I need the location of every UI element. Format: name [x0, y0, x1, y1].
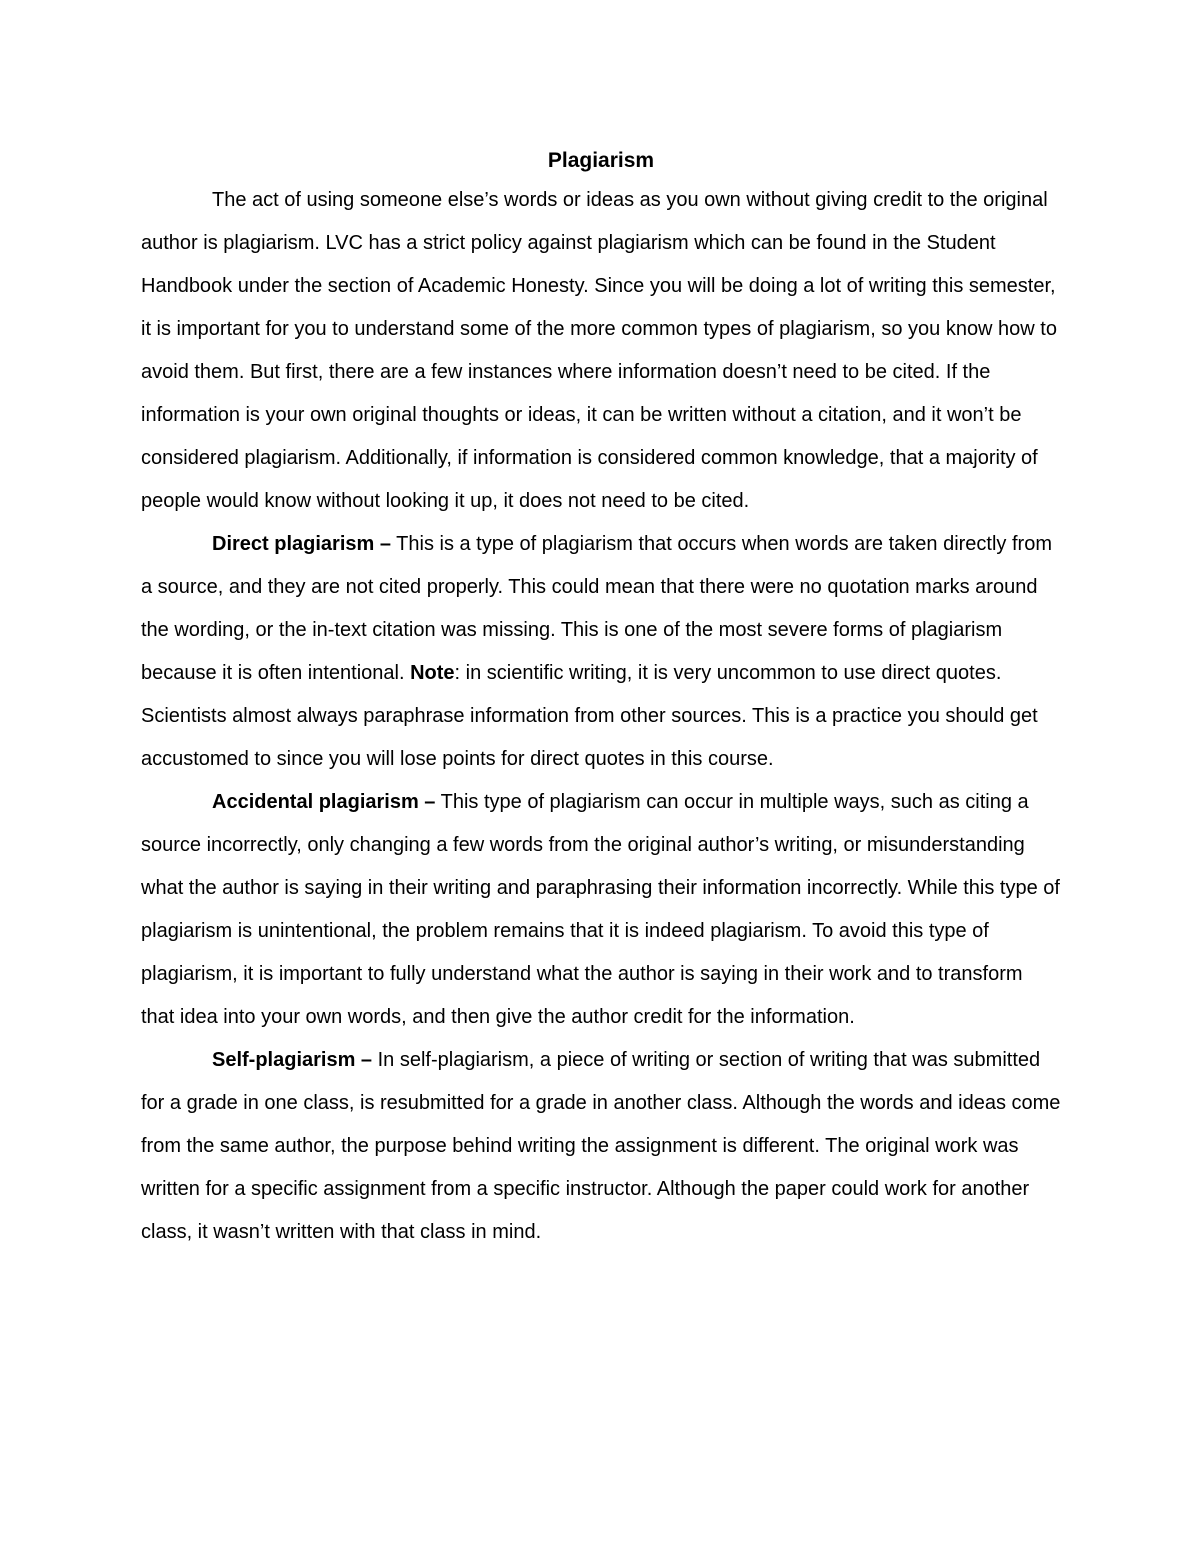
- document-body: [141, 143, 1061, 1254]
- direct-plagiarism-text: This is a type of plagiarism that occurs when words are taken directly from a source, and they are not cited properly. This could mean that there were no quotation marks around the wording, or the in-text citation was missing. This is one of the most severe forms of plagiarism because it is often intentional.: [141, 533, 1052, 684]
- direct-plagiarism-term: Direct plagiarism –: [212, 533, 391, 555]
- intro-paragraph: The act of using someone else’s words or ideas as you own without giving credit to the original author is plagiarism. LVC has a strict policy against plagiarism which can be found in the Student Handbook under the section of Academic Honesty. Since you will be doing a lot of writing this semester, it is important for you to understand some of the more common types of plagiarism, so you know how to avoid them. But first, there are a few instances where information doesn’t need to be cited. If the information is your own original thoughts or ideas, it can be written without a citation, and it won’t be considered plagiarism. Additionally, if information is considered common knowledge, that a majority of people would know without looking it up, it does not need to be cited.: [141, 189, 1057, 512]
- page-title: Plagiarism: [547, 149, 655, 172]
- self-plagiarism-term: Self-plagiarism –: [212, 1049, 373, 1071]
- direct-plagiarism-paragraph: [141, 523, 1061, 781]
- self-plagiarism-text: In self-plagiarism, a piece of writing or section of writing that was submitted for a grade in one class, is resubmitted for a grade in another class. Although the words and ideas come from the same author, the purpose behind writing the assignment is different. The original work was written for a specific assignment from a specific instructor. Although the paper could work for another class, it wasn’t written with that class in mind.: [141, 1049, 1061, 1243]
- accidental-plagiarism-paragraph: [141, 781, 1061, 1039]
- note-label: Note: [410, 662, 455, 684]
- self-plagiarism-paragraph: [141, 1039, 1061, 1254]
- accidental-plagiarism-term: Accidental plagiarism –: [212, 791, 436, 813]
- note-text: : in scientific writing, it is very uncommon to use direct quotes. Scientists almost always paraphrase information from other sources. This is a practice you should get accustomed to since you will lose points for direct quotes in this course.: [141, 662, 1038, 770]
- accidental-plagiarism-text: This type of plagiarism can occur in multiple ways, such as citing a source incorrectly, only changing a few words from the original author’s writing, or misunderstanding what the author is saying in their writing and paraphrasing their information incorrectly. While this type of plagiarism is unintentional, the problem remains that it is indeed plagiarism. To avoid this type of plagiarism, it is important to fully understand what the author is saying in their work and to transform that idea into your own words, and then give the author credit for the information.: [141, 791, 1060, 1028]
